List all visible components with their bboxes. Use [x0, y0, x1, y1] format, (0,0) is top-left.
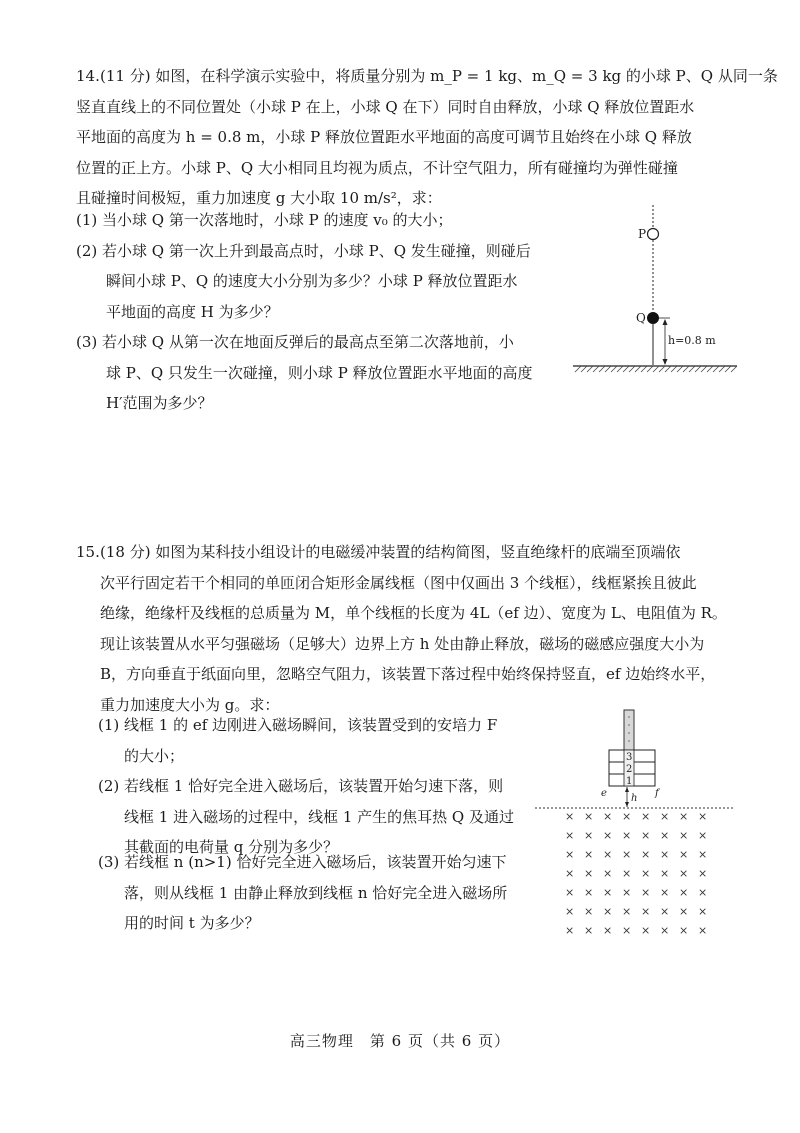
field-cross-icon: × [698, 829, 708, 842]
field-cross-icon: × [679, 810, 689, 823]
q14-stem-line: 位置的正上方。小球 P、Q 大小相同且均视为质点，不计空气阻力，所有碰撞均为弹性碰撞 [76, 158, 678, 177]
field-cross-icon: × [565, 886, 575, 899]
q14-stem-line: 平地面的高度为 h = 0.8 m，小球 P 释放位置距水平地面的高度可调节且始终在小球 Q 释放 [76, 128, 692, 146]
q14-part-3 [76, 327, 533, 419]
q15-part-1-line: (1) 线框 1 的 ef 边刚进入磁场瞬间，该装置受到的安培力 F [98, 716, 498, 734]
field-cross-icon: × [584, 905, 594, 918]
q14-part-2-line: 瞬间小球 P、Q 的速度大小分别为多少？小球 P 释放位置距水 [106, 272, 518, 290]
field-cross-icon: × [603, 810, 613, 823]
field-cross-icon: × [584, 867, 594, 880]
field-cross-icon: × [641, 905, 651, 918]
field-cross-icon: × [584, 848, 594, 861]
q15-part-2-line: (2) 若线框 1 恰好完全进入磁场后，该装置开始匀速下落，则 [98, 777, 504, 795]
q15-stem-continued [100, 568, 727, 721]
field-cross-icon: × [660, 848, 670, 861]
frame-label: 2 [626, 764, 633, 775]
field-cross-icon: × [622, 848, 632, 861]
field-cross-icon: × [584, 924, 594, 935]
field-cross-icon: × [679, 924, 689, 935]
field-cross-icon: × [679, 848, 689, 861]
field-cross-icon: × [622, 867, 632, 880]
q15-stem-line: 绝缘，绝缘杆及线框的总质量为 M，单个线框的长度为 4L（ef 边）、宽度为 L、电阻值为 R。 [100, 604, 727, 622]
field-cross-icon: × [660, 829, 670, 842]
insulating-rod [624, 710, 634, 750]
q15-part-3-line: (3) 若线框 n (n>1) 恰好完全进入磁场后，该装置开始匀速下 [98, 853, 507, 871]
arrow-down-icon [663, 359, 668, 365]
q14-part-1-line: (1) 当小球 Q 第一次落地时，小球 P 的速度 v₀ 的大小； [76, 211, 453, 229]
label-e: e [601, 788, 607, 799]
q15-part-3-line: 用的时间 t 为多少？ [124, 914, 260, 932]
q15-part-2-line: 线框 1 进入磁场的过程中，线框 1 产生的焦耳热 Q 及通过 [124, 807, 514, 826]
field-cross-icon: × [679, 905, 689, 918]
field-cross-icon: × [603, 905, 613, 918]
q15-stem-line: B，方向垂直于纸面向里，忽略空气阻力，该装置下落过程中始终保持竖直，ef 边始终水平， [100, 665, 716, 683]
field-cross-icon: × [660, 810, 670, 823]
label-p: P [638, 227, 647, 241]
field-cross-icon: × [660, 867, 670, 880]
field-cross-icon: × [565, 905, 575, 918]
field-cross-icon: × [565, 867, 575, 880]
field-cross-icon: × [584, 829, 594, 842]
q14-stem-continued [76, 92, 720, 214]
label-h: h [631, 793, 638, 804]
field-cross-icon: × [698, 886, 708, 899]
q14-number: 14. [76, 67, 100, 85]
field-cross-icon: × [622, 905, 632, 918]
field-cross-icon: × [698, 924, 708, 935]
field-cross-icon: × [679, 886, 689, 899]
field-cross-icon: × [698, 867, 708, 880]
q15-stem-line: 重力加速度大小为 g。求： [100, 695, 280, 714]
q14-part-3-line: H′范围为多少？ [106, 394, 213, 412]
q14-part-2-line: 平地面的高度 H 为多少？ [106, 302, 279, 321]
q14-stem-line: (11 分) 如图，在科学演示实验中，将质量分别为 m_P = 1 kg、m_Q = 3 kg 的小球 P、Q 从同一条 [100, 67, 778, 85]
q15-part-1-line: 的大小； [124, 746, 185, 765]
field-cross-icon: × [660, 924, 670, 935]
field-cross-icon: × [698, 848, 708, 861]
label-f: f [655, 788, 659, 799]
q14-part-2-line: (2) 若小球 Q 第一次上升到最高点时，小球 P、Q 发生碰撞，则碰后 [76, 241, 531, 260]
field-cross-icon: × [698, 905, 708, 918]
frame-label: 1 [626, 776, 633, 787]
field-cross-icon: × [565, 924, 575, 935]
field-cross-icon: × [603, 829, 613, 842]
field-cross-icon: × [565, 829, 575, 842]
field-cross-icon: × [603, 867, 613, 880]
ball-p [648, 229, 659, 240]
field-cross-icon: × [584, 810, 594, 823]
q14-part-2 [76, 236, 531, 328]
q14-part-3-line: (3) 若小球 Q 从第一次在地面反弹后的最高点至第二次落地前，小 [76, 333, 514, 351]
field-cross-icon: × [641, 848, 651, 861]
label-h: h=0.8 m [668, 334, 716, 347]
q15-figure [535, 705, 735, 935]
ball-q [648, 313, 659, 324]
field-cross-icon: × [603, 848, 613, 861]
field-cross-icon: × [641, 924, 651, 935]
q15-stem-line: 现让该装置从水平匀强磁场（足够大）边界上方 h 处由静止释放，磁场的磁感应强度大小为 [100, 634, 705, 653]
field-cross-icon: × [679, 829, 689, 842]
field-cross-icon: × [622, 829, 632, 842]
q14-figure [570, 200, 740, 380]
q14-stem-line: 且碰撞时间极短，重力加速度 g 大小取 10 m/s²，求： [76, 189, 442, 207]
field-cross-icon: × [565, 848, 575, 861]
field-cross-icon: × [622, 886, 632, 899]
ground-hatching [575, 366, 737, 372]
q15-stem [100, 537, 720, 568]
q15-part-3-line: 落，则从线框 1 由静止释放到线框 n 恰好完全进入磁场所 [124, 883, 508, 902]
q14-part-3-line: 球 P、Q 只发生一次碰撞，则小球 P 释放位置距水平地面的高度 [106, 363, 533, 382]
field-cross-icon: × [698, 810, 708, 823]
field-cross-icon: × [679, 867, 689, 880]
magnetic-field [565, 810, 707, 935]
field-cross-icon: × [565, 810, 575, 823]
q15-stem-line: 次平行固定若干个相同的单匝闭合矩形金属线框（图中仅画出 3 个线框），线框紧挨且彼此 [100, 573, 697, 592]
field-cross-icon: × [603, 924, 613, 935]
arrow-up-icon [663, 319, 668, 325]
frame-label: 3 [626, 752, 633, 763]
page-footer: 高三物理 第 6 页（共 6 页） [289, 1032, 511, 1050]
q14-part-1 [76, 205, 453, 236]
q15-stem-line: (18 分) 如图为某科技小组设计的电磁缓冲装置的结构简图，竖直绝缘杆的底端至顶端依 [100, 543, 681, 561]
field-cross-icon: × [660, 905, 670, 918]
field-cross-icon: × [622, 810, 632, 823]
q15-part-2-line: 其截面的电荷量 q 分别为多少？ [124, 838, 339, 856]
field-cross-icon: × [641, 867, 651, 880]
q15-part-1 [98, 710, 497, 771]
field-cross-icon: × [641, 829, 651, 842]
field-cross-icon: × [660, 886, 670, 899]
q15-part-3 [98, 847, 507, 939]
field-cross-icon: × [641, 810, 651, 823]
field-cross-icon: × [603, 886, 613, 899]
q14-stem-line: 竖直直线上的不同位置处（小球 P 在上，小球 Q 在下）同时自由释放，小球 Q 释放位置距水 [76, 97, 695, 116]
arrow-up-icon [625, 787, 629, 792]
arrow-down-icon [625, 802, 629, 807]
q15-number: 15. [76, 543, 100, 561]
label-q: Q [636, 311, 646, 325]
field-cross-icon: × [641, 886, 651, 899]
field-cross-icon: × [622, 924, 632, 935]
q14-stem [100, 61, 778, 92]
field-cross-icon: × [584, 886, 594, 899]
